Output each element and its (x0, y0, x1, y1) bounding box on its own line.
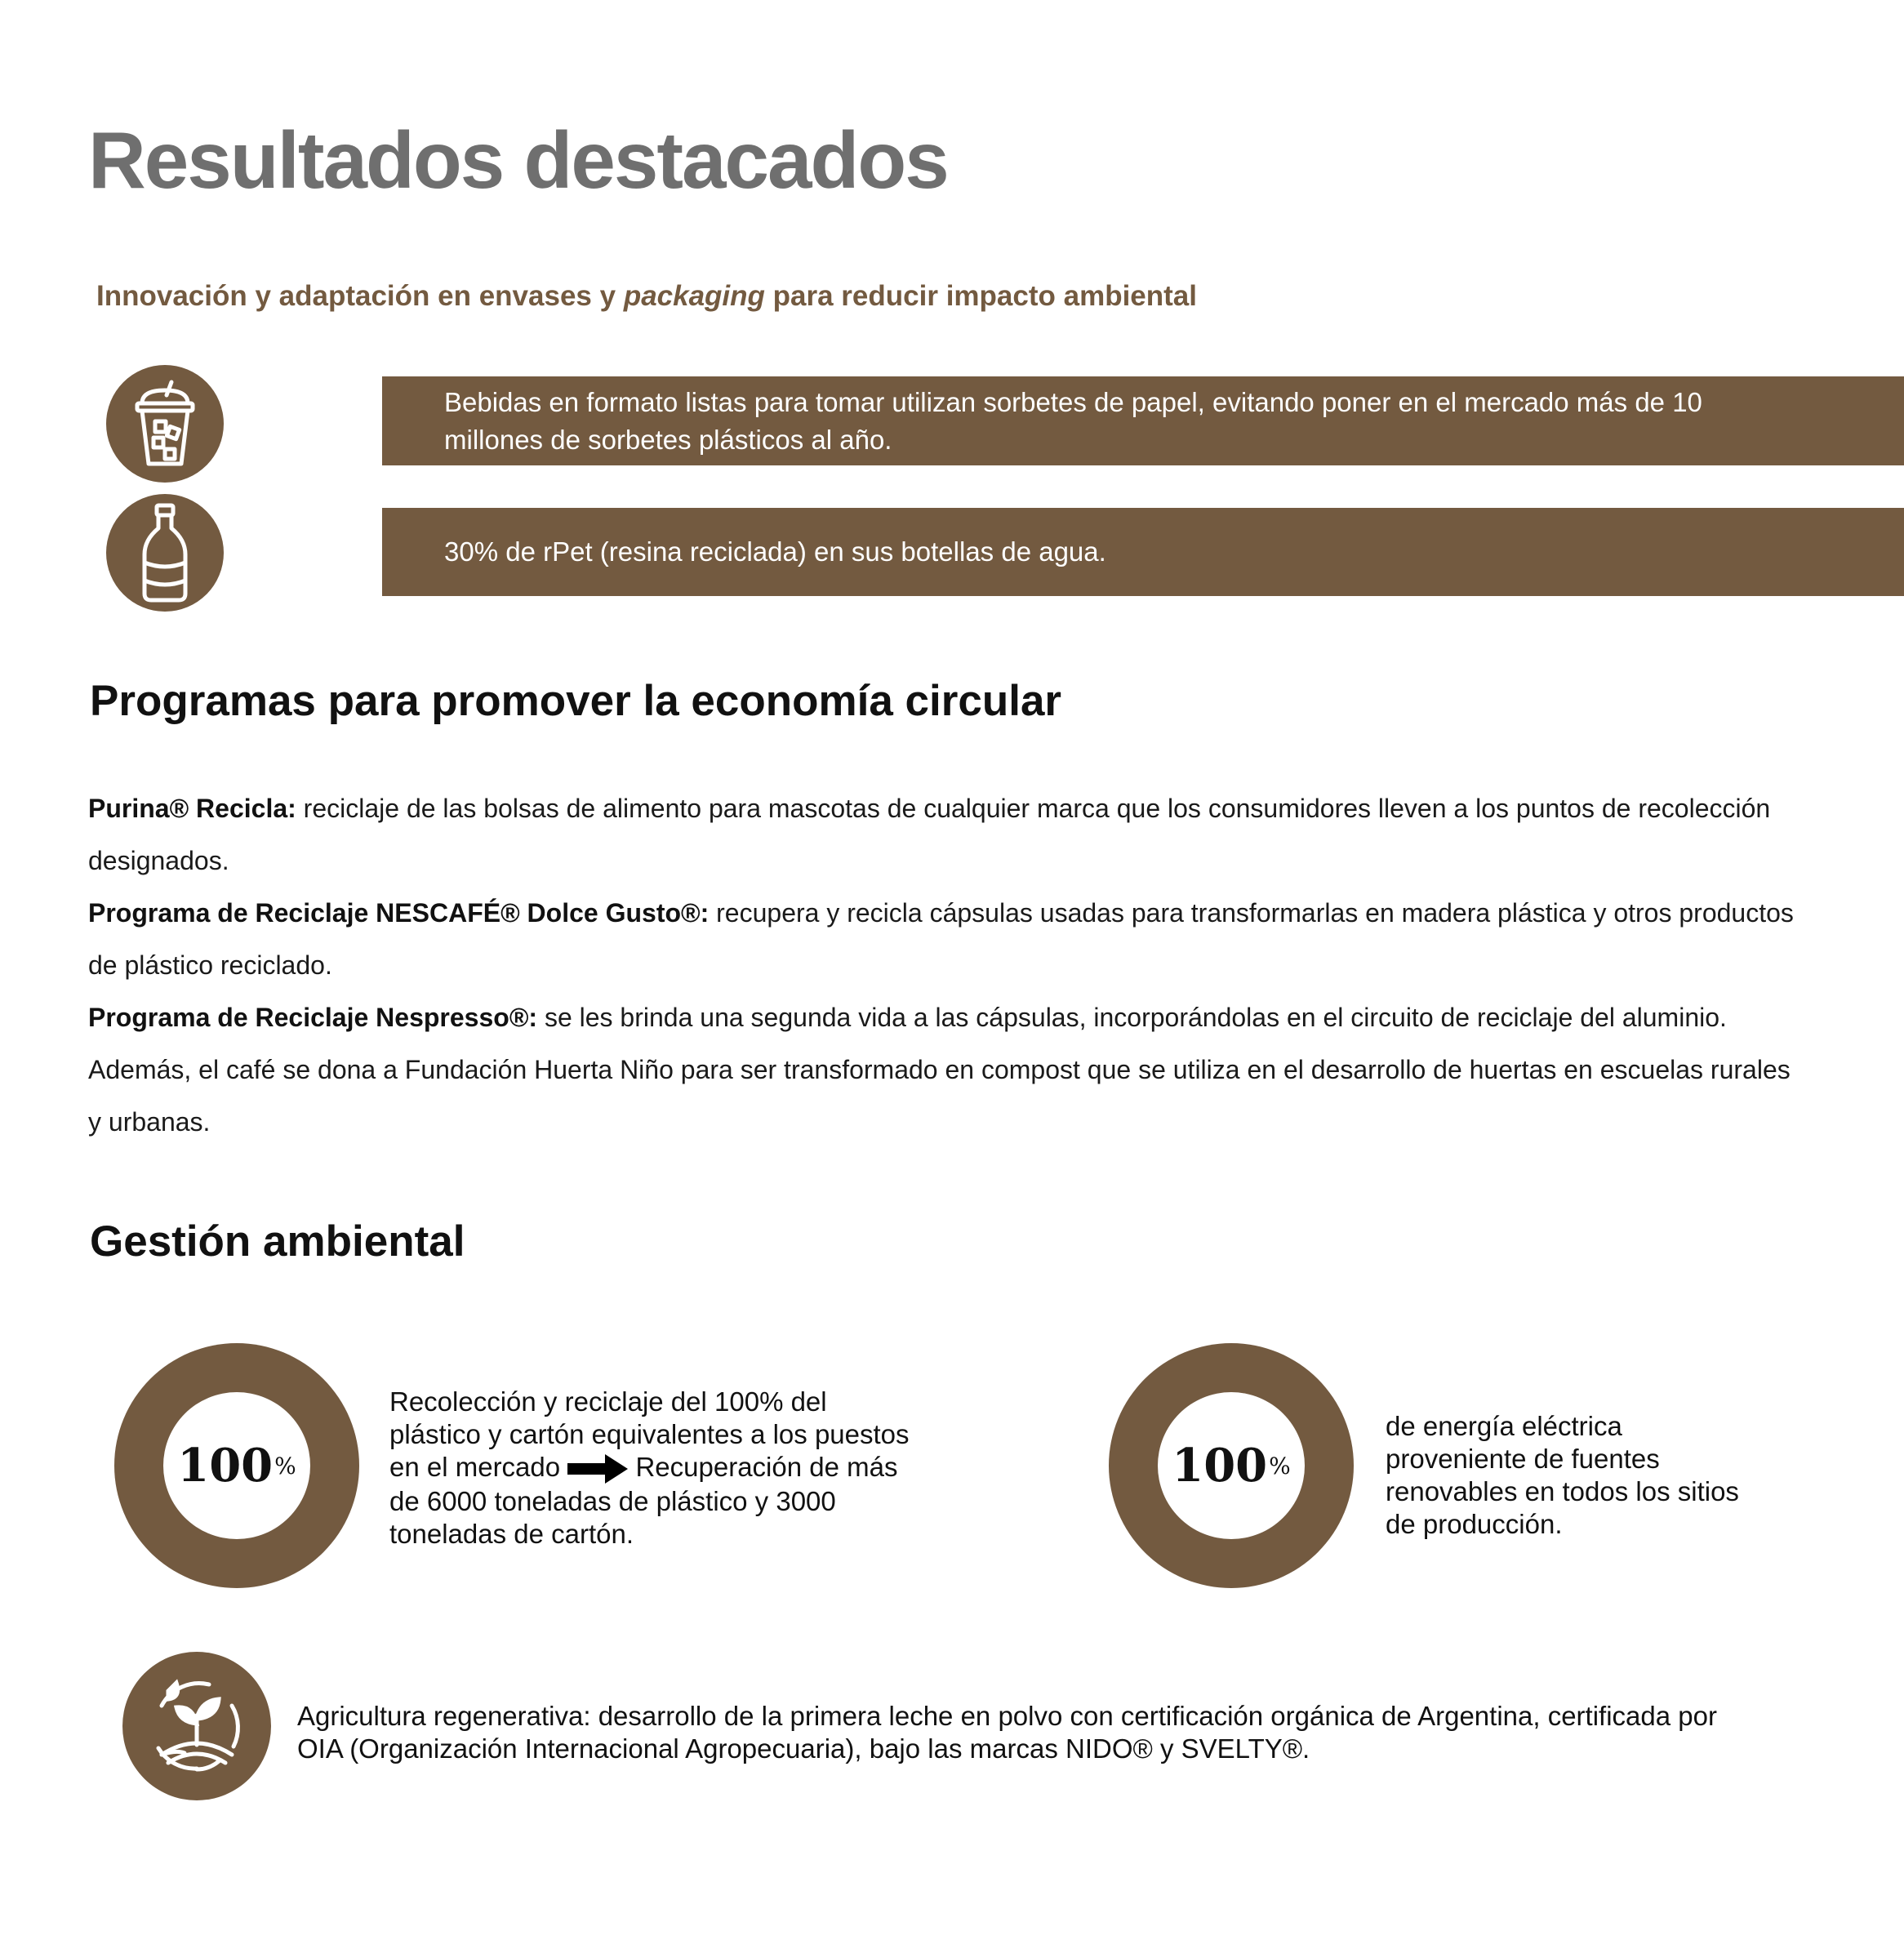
program-name: Programa de Reciclaje NESCAFÉ® Dolce Gusto®: (88, 898, 710, 928)
stat-text-part-2: Recuperación de más de 6000 toneladas de plástico y 3000 toneladas de cartón. (389, 1452, 898, 1550)
percent-donut (1109, 1343, 1354, 1588)
program-nespresso (88, 991, 1795, 1148)
percent-donut (114, 1343, 359, 1588)
stat-unit: % (274, 1452, 296, 1480)
right-arrow-icon (567, 1453, 628, 1485)
stat-number: 100 (177, 1439, 274, 1493)
circular-economy-heading: Programas para promover la economía circular (90, 677, 1062, 725)
stat-description: de energía eléctrica proveniente de fuentes renovables en todos los sitios de producción. (1386, 1411, 1739, 1539)
bottle-icon (106, 494, 224, 612)
environmental-heading: Gestión ambiental (90, 1217, 465, 1266)
donut-center (1158, 1392, 1305, 1539)
program-text: se les brinda una segunda vida a las cápsulas, incorporándolas en el circuito de reciclaje del aluminio. Además, el café se dona a Fundación Huerta Niño para ser transformado en compost que se utiliza en el desarrollo de huertas en escuelas rurales y urbanas. (88, 1003, 1791, 1137)
program-name: Programa de Reciclaje Nespresso®: (88, 1003, 538, 1032)
stat-unit: % (1269, 1452, 1291, 1480)
packaging-item-band (382, 376, 1904, 465)
program-name: Purina® Recicla: (88, 794, 296, 823)
subtitle-italic: packaging (623, 280, 765, 312)
packaging-item-band (382, 508, 1904, 596)
donut-center (163, 1392, 310, 1539)
subtitle-part-1: Innovación y adaptación en envases y (96, 280, 616, 312)
plant-sprout-icon (122, 1652, 271, 1800)
iced-drink-cup-icon (106, 365, 224, 483)
packaging-subtitle (96, 280, 1197, 313)
packaging-item-text: 30% de rPet (resina reciclada) en sus botellas de agua. (444, 536, 1106, 567)
stat-text-part-1: Recolección y reciclaje del 100% del plástico y cartón equivalentes a los puestos en el mercado (389, 1386, 910, 1482)
agriculture-text: Agricultura regenerativa: desarrollo de la primera leche en polvo con certificación orgánica de Argentina, certificada por OIA (Organización Internacional Agropecuaria), bajo las marcas NIDO® y SVELTY®. (297, 1701, 1717, 1764)
program-text: recupera y recicla cápsulas usadas para transformarlas en madera plástica y otros productos de plástico reciclado. (88, 898, 1794, 980)
subtitle-part-2: para reducir impacto ambiental (772, 280, 1197, 312)
program-purina (88, 782, 1795, 887)
stat-description (389, 1386, 912, 1551)
program-dolce-gusto (88, 887, 1795, 991)
programs-list (88, 782, 1795, 1148)
program-text: reciclaje de las bolsas de alimento para mascotas de cualquier marca que los consumidores lleven a los puntos de recolección designados. (88, 794, 1771, 875)
page-title: Resultados destacados (88, 115, 948, 205)
stat-number: 100 (1172, 1439, 1268, 1493)
packaging-item-text: Bebidas en formato listas para tomar utilizan sorbetes de papel, evitando poner en el mercado más de 10 millones de sorbetes plásticos al año. (444, 386, 1702, 455)
